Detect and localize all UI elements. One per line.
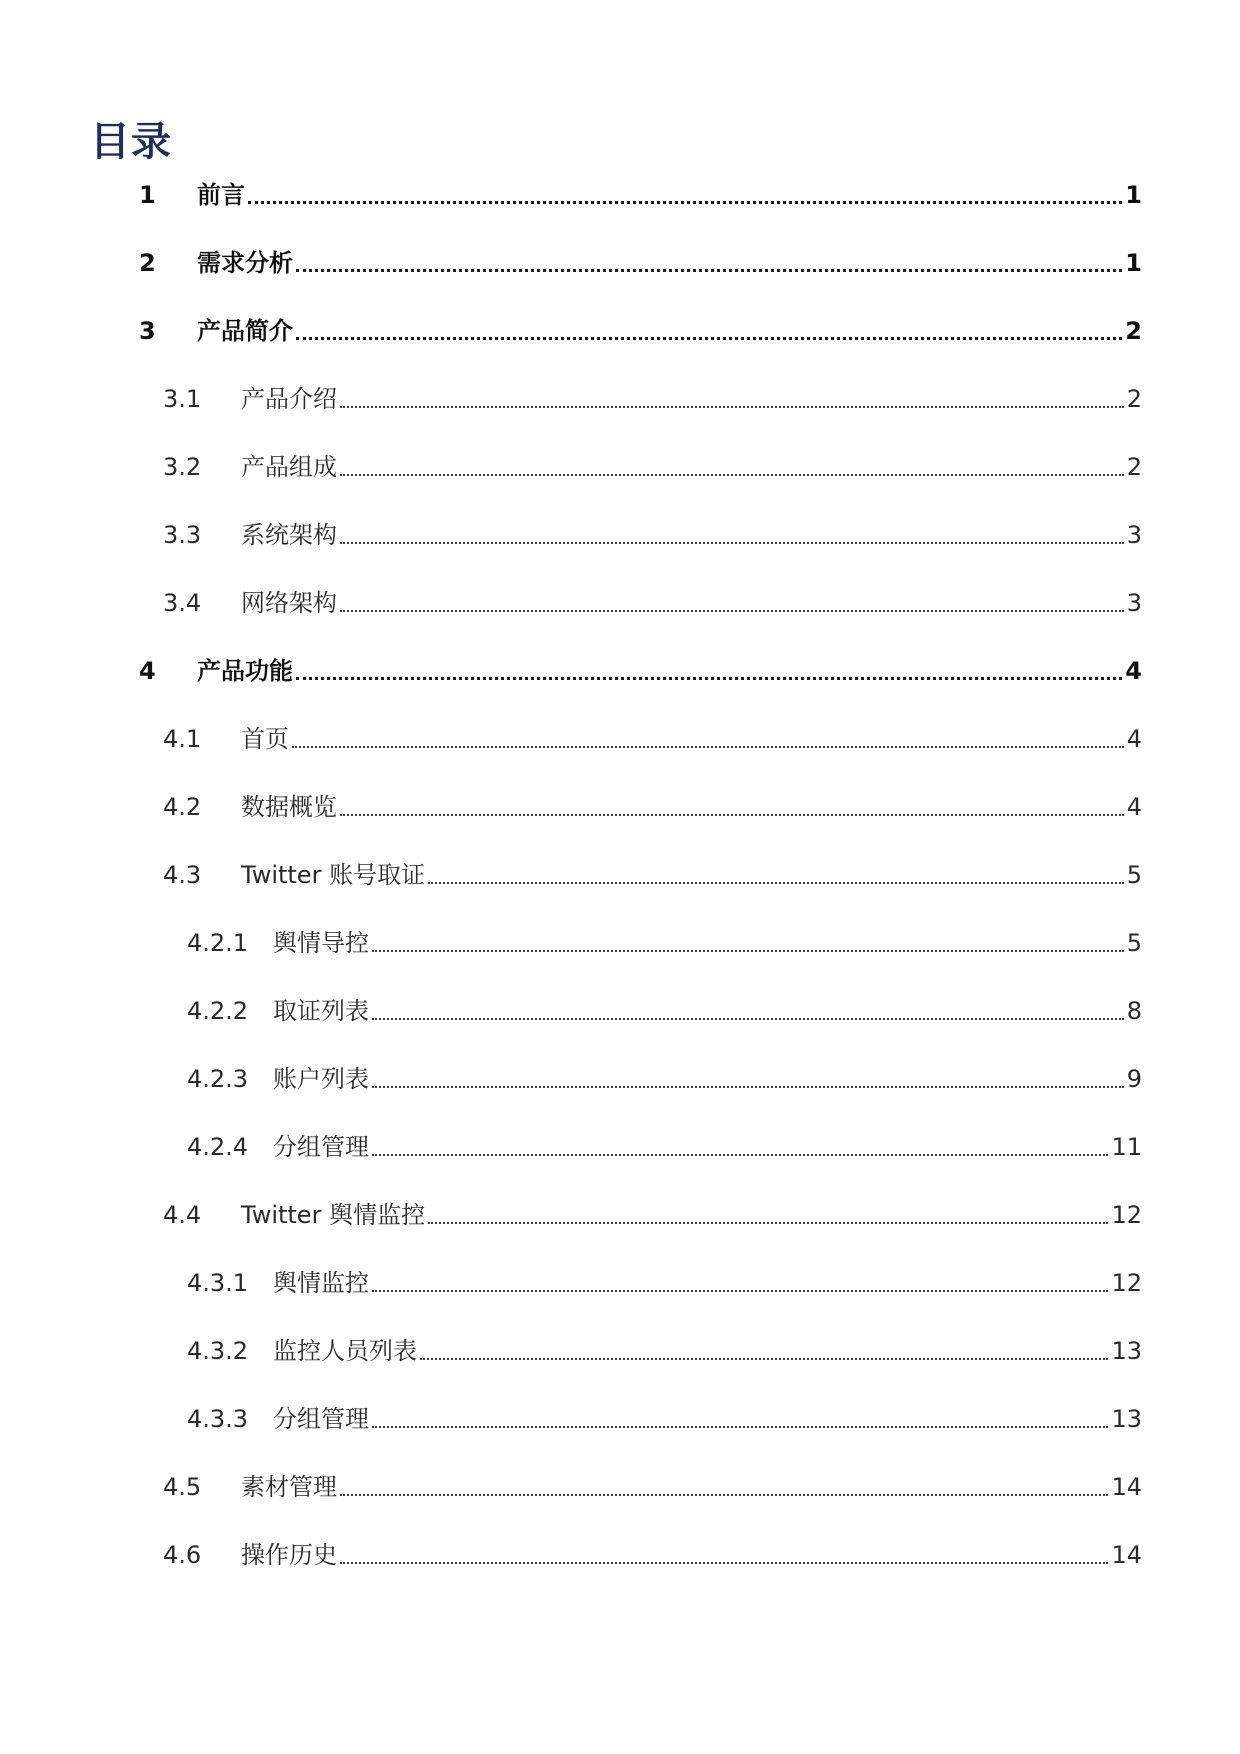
- toc-entry-page-number: 14: [1111, 1473, 1142, 1501]
- toc-entry-title: 系统架构: [241, 521, 337, 549]
- toc-entry-page-number: 5: [1126, 861, 1142, 889]
- toc-entry-title: 产品组成: [241, 453, 337, 481]
- toc-entry[interactable]: [163, 374, 1142, 414]
- toc-entry-title: 需求分析: [197, 249, 293, 277]
- toc-entry-number: 3.1: [163, 385, 202, 413]
- toc-entry-page-number: 12: [1111, 1269, 1142, 1297]
- toc-dot-leader: [340, 542, 1124, 544]
- toc-entry-page-number: 3: [1126, 521, 1142, 549]
- toc-entry-title: 监控人员列表: [273, 1337, 417, 1365]
- toc-entry-page-number: 4: [1126, 793, 1142, 821]
- toc-entry-number: 4.3.2: [187, 1337, 249, 1365]
- toc-dot-leader: [296, 677, 1122, 680]
- toc-dot-leader: [420, 1358, 1108, 1360]
- toc-dot-leader: [428, 882, 1124, 884]
- toc-entry[interactable]: [187, 1394, 1142, 1434]
- toc-entry-number: 4.2.2: [187, 997, 249, 1025]
- toc-dot-leader: [296, 337, 1122, 340]
- toc-entry-number: 2: [139, 249, 156, 277]
- toc-entry-title: 首页: [241, 725, 289, 753]
- toc-entry-number: 4.3: [163, 861, 202, 889]
- toc-entry[interactable]: [187, 918, 1142, 958]
- toc-entry-title: Twitter 舆情监控: [241, 1201, 426, 1229]
- toc-entry-number: 4.2.4: [187, 1133, 249, 1161]
- toc-entry-page-number: 1: [1125, 249, 1142, 277]
- toc-title: 目录: [90, 119, 172, 165]
- toc-entry-page-number: 13: [1111, 1337, 1142, 1365]
- toc-dot-leader: [372, 1426, 1108, 1428]
- toc-dot-leader: [428, 1222, 1108, 1224]
- toc-entry-number: 4.4: [163, 1201, 202, 1229]
- toc-dot-leader: [340, 610, 1124, 612]
- toc-entry-title: 分组管理: [273, 1405, 369, 1433]
- toc-entry[interactable]: [187, 986, 1142, 1026]
- toc-entry-title: 产品简介: [197, 317, 293, 345]
- toc-dot-leader: [372, 1290, 1108, 1292]
- toc-entry-number: 4.6: [163, 1541, 202, 1569]
- toc-entry[interactable]: [139, 646, 1142, 686]
- toc-entry-number: 3.3: [163, 521, 202, 549]
- toc-entry[interactable]: [163, 1530, 1142, 1570]
- toc-entry[interactable]: [163, 442, 1142, 482]
- toc-entry-title: 账户列表: [273, 1065, 369, 1093]
- toc-entry[interactable]: [139, 170, 1142, 210]
- toc-entry-page-number: 2: [1126, 385, 1142, 413]
- toc-entry-number: 4: [139, 657, 156, 685]
- toc-entry[interactable]: [163, 1462, 1142, 1502]
- toc-dot-leader: [340, 406, 1124, 408]
- toc-entry[interactable]: [187, 1258, 1142, 1298]
- toc-entry-page-number: 14: [1111, 1541, 1142, 1569]
- toc-entry[interactable]: [187, 1054, 1142, 1094]
- toc-entry-page-number: 12: [1111, 1201, 1142, 1229]
- toc-entry[interactable]: [163, 510, 1142, 550]
- toc-dot-leader: [292, 746, 1124, 748]
- toc-entry-page-number: 4: [1125, 657, 1142, 685]
- toc-entry-title: 网络架构: [241, 589, 337, 617]
- toc-entry-title: 舆情监控: [273, 1269, 369, 1297]
- toc-entry-number: 4.2.1: [187, 929, 249, 957]
- toc-entry[interactable]: [163, 1190, 1142, 1230]
- toc-entry-page-number: 1: [1125, 181, 1142, 209]
- toc-entry-page-number: 4: [1126, 725, 1142, 753]
- toc-entry-page-number: 11: [1111, 1133, 1142, 1161]
- toc-entry[interactable]: [163, 782, 1142, 822]
- toc-entry-title: 数据概览: [241, 793, 337, 821]
- toc-entry-title: 产品介绍: [241, 385, 337, 413]
- toc-entry[interactable]: [163, 714, 1142, 754]
- toc-entry-title: 素材管理: [241, 1473, 337, 1501]
- toc-entry-number: 4.5: [163, 1473, 202, 1501]
- toc-dot-leader: [340, 1562, 1108, 1564]
- toc-entry[interactable]: [163, 578, 1142, 618]
- toc-entry[interactable]: [187, 1326, 1142, 1366]
- toc-entry[interactable]: [163, 850, 1142, 890]
- toc-entry-number: 3.2: [163, 453, 202, 481]
- toc-entry-page-number: 8: [1126, 997, 1142, 1025]
- toc-entry-number: 4.2: [163, 793, 202, 821]
- toc-entry-title: 操作历史: [241, 1541, 337, 1569]
- toc-entry-number: 3: [139, 317, 156, 345]
- toc-dot-leader: [340, 814, 1124, 816]
- toc-entry-number: 3.4: [163, 589, 202, 617]
- toc-entry-title: 产品功能: [197, 657, 293, 685]
- toc-entry-title: 舆情导控: [273, 929, 369, 957]
- toc-dot-leader: [340, 1494, 1108, 1496]
- toc-entry-number: 4.2.3: [187, 1065, 249, 1093]
- toc-dot-leader: [372, 1154, 1108, 1156]
- toc-dot-leader: [296, 269, 1122, 272]
- toc-entry-title: 分组管理: [273, 1133, 369, 1161]
- toc-entry-title: 取证列表: [273, 997, 369, 1025]
- toc-entry[interactable]: [139, 238, 1142, 278]
- toc-entry-number: 4.3.1: [187, 1269, 249, 1297]
- toc-entry-page-number: 9: [1126, 1065, 1142, 1093]
- toc-dot-leader: [248, 201, 1122, 204]
- toc-entry[interactable]: [139, 306, 1142, 346]
- toc-entry-title: 前言: [197, 181, 245, 209]
- toc-entry-page-number: 3: [1126, 589, 1142, 617]
- toc-entry-page-number: 5: [1126, 929, 1142, 957]
- toc-entry-number: 4.1: [163, 725, 202, 753]
- toc-entry-page-number: 2: [1125, 317, 1142, 345]
- toc-dot-leader: [340, 474, 1124, 476]
- toc-entry-title: Twitter 账号取证: [241, 861, 426, 889]
- toc-dot-leader: [372, 1086, 1124, 1088]
- toc-entry[interactable]: [187, 1122, 1142, 1162]
- toc-entry-number: 4.3.3: [187, 1405, 249, 1433]
- toc-entry-number: 1: [139, 181, 156, 209]
- toc-entry-page-number: 13: [1111, 1405, 1142, 1433]
- toc-dot-leader: [372, 950, 1124, 952]
- toc-entry-page-number: 2: [1126, 453, 1142, 481]
- toc-dot-leader: [372, 1018, 1124, 1020]
